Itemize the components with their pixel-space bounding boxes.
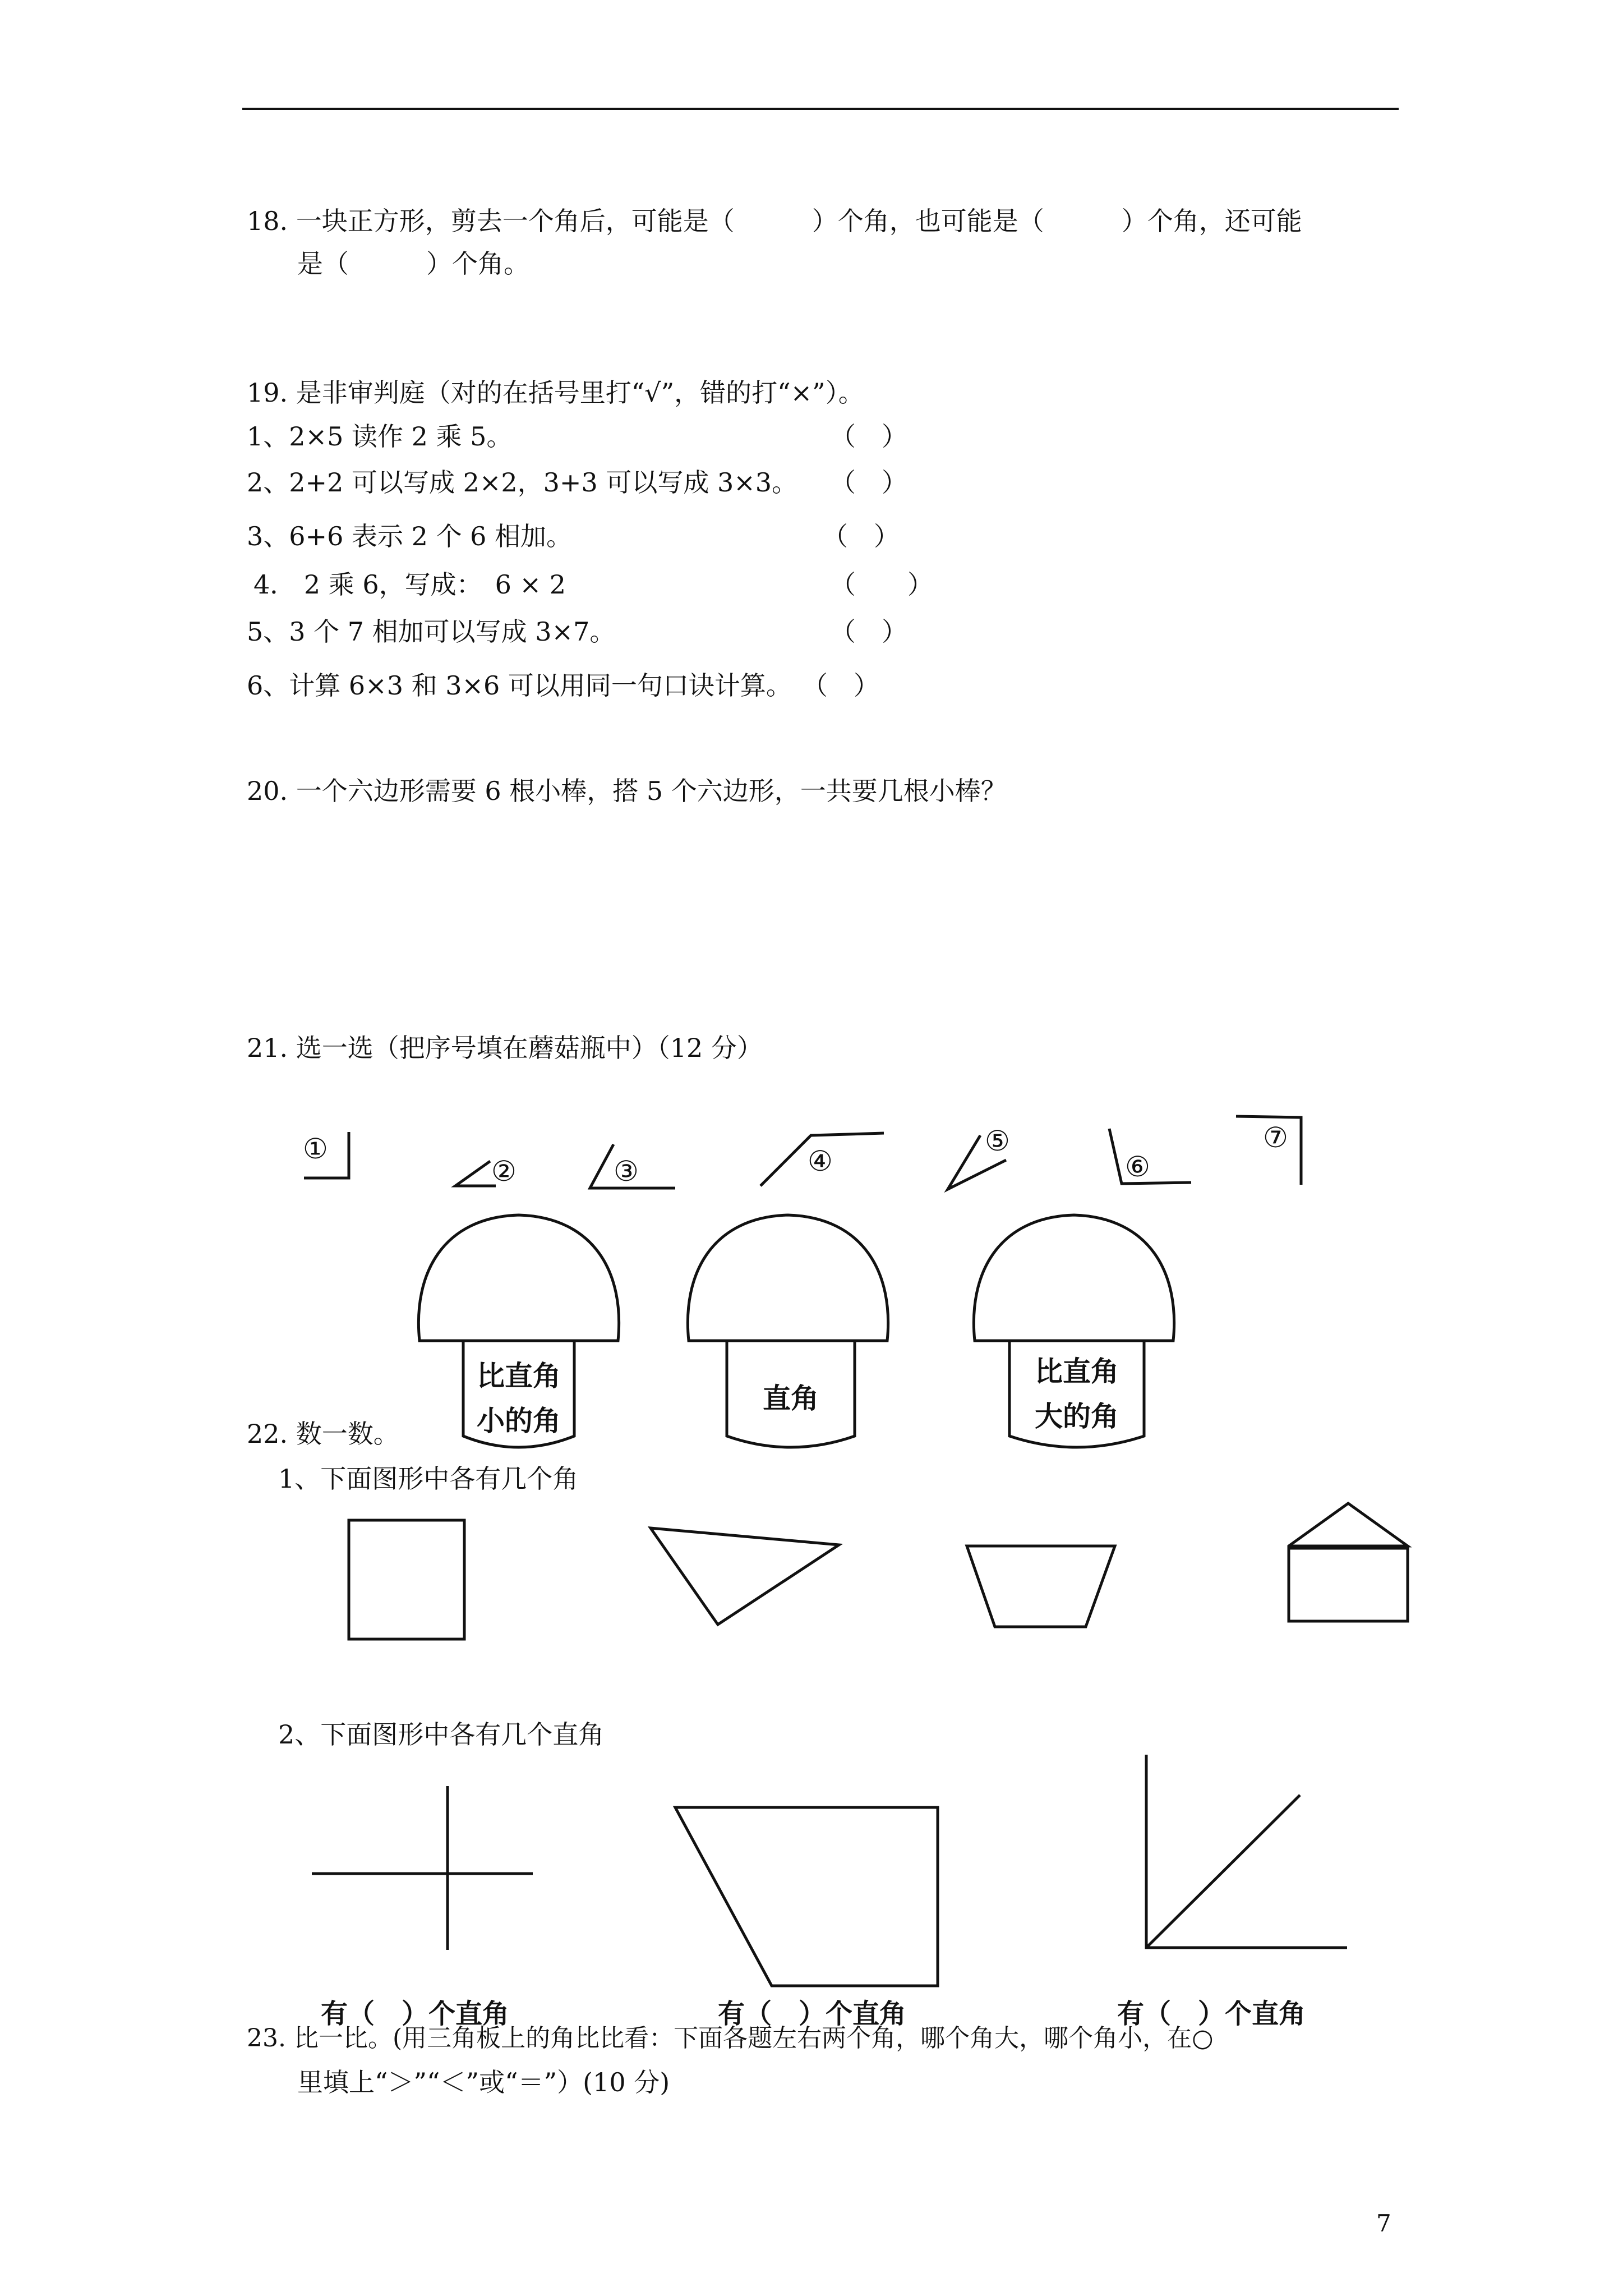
q19-item-2: 2、2+2 可以写成 2×2，3+3 可以写成 3×3。 — [247, 467, 798, 498]
angle-label-1: ① — [303, 1133, 328, 1165]
q19-blank-3[interactable]: （ ） — [822, 521, 900, 551]
q18-line1: 18. 一块正方形，剪去一个角后，可能是（ ）个角，也可能是（ ）个角，还可能 — [247, 206, 1302, 236]
q19-blank-6[interactable]: （ ） — [802, 670, 879, 701]
mushroom-3-label-2: 大的角 — [1035, 1400, 1119, 1433]
q19-item-6: 6、计算 6×3 和 3×6 可以用同一句口诀计算。 — [247, 670, 792, 701]
q22-sub1: 1、下面图形中各有几个角 — [278, 1464, 579, 1494]
mushroom-1-cap — [418, 1215, 619, 1341]
q19-title: 19. 是非审判庭（对的在括号里打“√”，错的打“×”）。 — [247, 378, 864, 408]
shape-square — [349, 1520, 464, 1639]
q21-title: 21. 选一选（把序号填在蘑菇瓶中）（12 分） — [247, 1033, 763, 1063]
q18-line2: 是（ ）个角。 — [297, 249, 529, 279]
angle-label-7: ⑦ — [1263, 1121, 1288, 1154]
angle-6 — [1109, 1129, 1191, 1184]
q20-text: 20. 一个六边形需要 6 根小棒，搭 5 个六边形，一共要几根小棒？ — [247, 776, 1007, 806]
mushroom-1-label-2: 小的角 — [477, 1405, 561, 1437]
mushroom-2-label-1: 直角 — [763, 1382, 819, 1415]
mushroom-2-cap — [688, 1215, 888, 1341]
q19-blank-2[interactable]: （ ） — [830, 467, 907, 498]
angle-label-2: ② — [491, 1155, 517, 1188]
q19-item-5: 5、3 个 7 相加可以写成 3×7。 — [247, 616, 616, 647]
shape-trapezoid — [967, 1546, 1115, 1627]
shape-house — [1289, 1503, 1408, 1621]
q23-line2: 里填上“＞”“＜”或“＝”）(10 分) — [297, 2067, 670, 2097]
shape-triangle — [651, 1528, 839, 1625]
q22-answer-3[interactable]: 有（ ）个直角 — [1117, 1998, 1306, 2030]
q22-answer-2[interactable]: 有（ ）个直角 — [718, 1998, 907, 2030]
q22-title: 22. 数一数。 — [247, 1419, 399, 1449]
q19-item-4: 4． 2 乘 6，写成： 6 × 2 — [253, 569, 566, 600]
q19-item-1: 1、2×5 读作 2 乘 5。 — [247, 421, 513, 452]
q19-blank-1[interactable]: （ ） — [830, 421, 907, 452]
q19-blank-4[interactable]: （ ） — [830, 569, 933, 600]
shape-right-trapezoid — [675, 1807, 938, 1986]
angle-label-4: ④ — [808, 1145, 833, 1177]
q23-line1: 23. 比一比。(用三角板上的角比比看：下面各题左右两个角，哪个角大，哪个角小，在○ — [247, 2024, 1214, 2053]
mushroom-3-label-1: 比直角 — [1035, 1355, 1119, 1388]
mushroom-3-cap — [974, 1215, 1174, 1341]
angle-2 — [455, 1161, 496, 1186]
page-number: 7 — [1376, 2210, 1391, 2237]
angle-label-6: ⑥ — [1125, 1151, 1150, 1183]
angle-label-5: ⑤ — [985, 1125, 1010, 1157]
q22-sub2: 2、下面图形中各有几个直角 — [278, 1719, 605, 1750]
mushroom-1-label-1: 比直角 — [477, 1360, 561, 1392]
q19-item-3: 3、6+6 表示 2 个 6 相加。 — [247, 521, 572, 551]
q22-answer-1[interactable]: 有（ ）个直角 — [321, 1998, 510, 2030]
diagonal-line — [1146, 1795, 1300, 1948]
q19-blank-5[interactable]: （ ） — [830, 616, 907, 647]
angle-label-3: ③ — [614, 1155, 639, 1188]
